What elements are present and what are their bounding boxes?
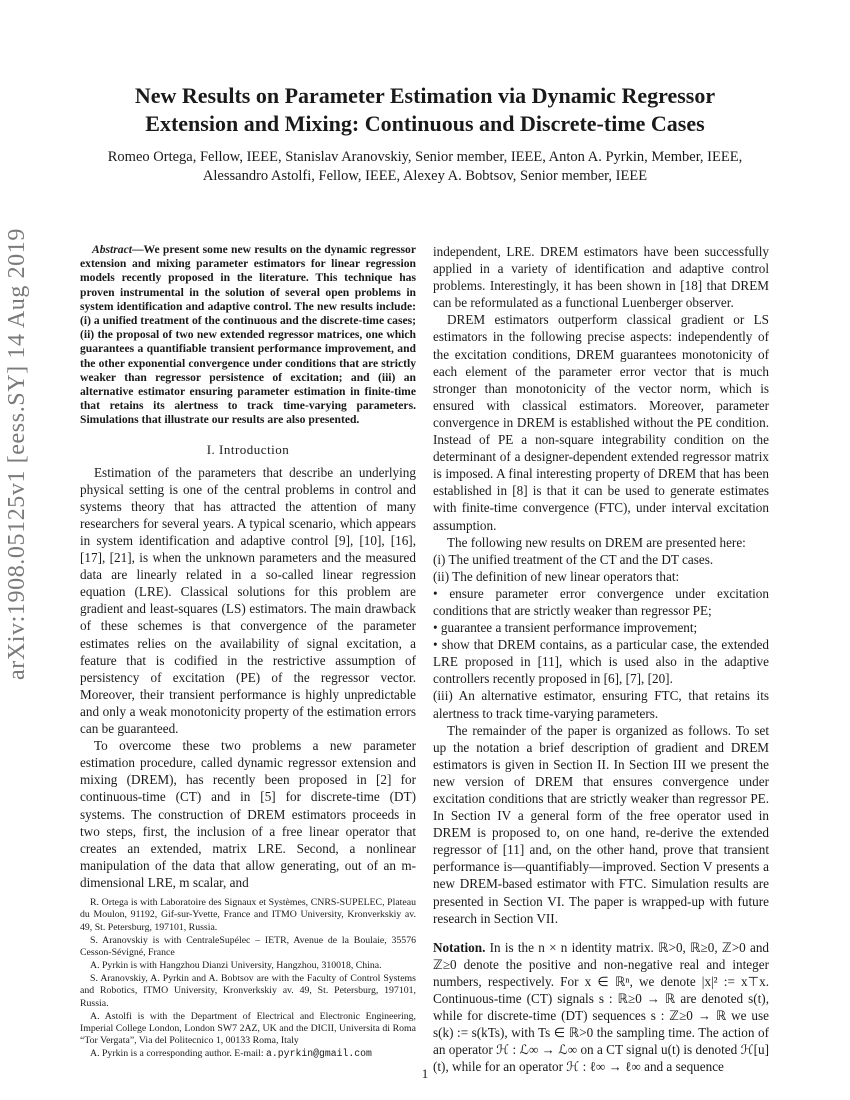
- right-paragraph-1: independent, LRE. DREM estimators have been successfully applied in a variety of identification and adaptive control problems. Interestingly, it has been shown in [18] that DREM can be reformulated as a functional Luenberger observer.: [433, 244, 769, 311]
- title-line-2: Extension and Mixing: Continuous and Discrete-time Cases: [145, 111, 705, 136]
- footnote-corresponding-prefix: A. Pyrkin is a corresponding author. E-mail:: [90, 1048, 267, 1060]
- author-list: [75, 148, 775, 186]
- title-line-1: New Results on Parameter Estimation via Dynamic Regressor: [134, 83, 716, 108]
- results-bullet-3: • show that DREM contains, as a particular case, the extended LRE proposed in [11], which is used also in the adaptive controllers recently proposed in [6], [7], [20].: [433, 637, 769, 687]
- author-email-link[interactable]: a.pyrkin@gmail.com: [266, 1048, 372, 1060]
- authors-line-2: Alessandro Astolfi, Fellow, IEEE, Alexey A. Bobtsov, Senior member, IEEE: [202, 168, 648, 184]
- introduction-body: [80, 464, 416, 891]
- notation-paragraph: [433, 939, 769, 1076]
- right-column: [433, 243, 769, 1076]
- intro-paragraph-2: To overcome these two problems a new parameter estimation procedure, called dynamic regressor extension and mixing (DREM), has recently been proposed in [2] for continuous-time (CT) and in [5] for discrete-time (DT) systems. The construction of DREM estimators proceeds in two steps, first, the inclusion of a free linear operator that creates an extended, matrix LRE. Second, a nonlinear manipulation of the data that allow generating, out of an m-dimensional LRE, m scalar, and: [80, 738, 416, 890]
- results-item-ii: (ii) The definition of new linear operators that:: [433, 568, 680, 584]
- footnote-pyrkin: A. Pyrkin is with Hangzhou Dianzi University, Hangzhou, 310018, China.: [90, 960, 382, 972]
- results-bullet-2: • guarantee a transient performance improvement;: [433, 620, 698, 636]
- abstract-lead: Abstract: [92, 243, 132, 256]
- right-paragraph-2: DREM estimators outperform classical gradient or LS estimators in the following precise aspects: independently of the excitation conditions, DREM guarantees monotonicity of each element of the parameter error vector that is much stronger than monotonicity of the vector norm, which is ensured with classical estimators. Moreover, parameter convergence in DREM is established without the PE condition. Instead of PE a non-square integrability condition on the determinant of a designer-dependent extended regressor matrix is imposed. A final interesting property of DREM that has been established in [8] is that it can be used to generate estimates with finite-time convergence (FTC), under interval excitation assumption.: [433, 312, 769, 533]
- footnote-ortega: R. Ortega is with Laboratoire des Signaux et Systèmes, CNRS-SUPELEC, Plateau du Moulon, 91192, Gif-sur-Yvette, France and ITMO University, Kronverkskiy av. 49, St. Petersburg, 197101, Russia.: [80, 896, 416, 933]
- footnotes: [80, 897, 416, 1061]
- notation-title: Notation.: [433, 939, 486, 955]
- authors-line-1: Romeo Ortega, Fellow, IEEE, Stanislav Aranovskiy, Senior member, IEEE, Anton A. Pyrkin, Member, IEEE,: [107, 149, 743, 165]
- results-bullet-1: • ensure parameter error convergence under excitation conditions that are strictly weaker than regressor PE;: [433, 585, 769, 618]
- left-column: [80, 243, 416, 1061]
- right-paragraph-3: The following new results on DREM are presented here:: [447, 534, 746, 550]
- paper-title: [90, 82, 760, 138]
- section-heading-introduction: I. Introduction: [206, 441, 290, 457]
- right-column-body: [433, 243, 769, 1076]
- footnote-astolfi: A. Astolfi is with the Department of Electrical and Electronic Engineering, Imperial College London, London SW7 2AZ, UK and the DICII, Universita di Roma “Tor Vergata”, Via del Politecnico 1, 00133 Roma, Italy: [80, 1010, 416, 1047]
- arxiv-side-watermark: arXiv:1908.05125v1 [eess.SY] 14 Aug 2019: [4, 228, 30, 680]
- results-item-iii: (iii) An alternative estimator, ensuring FTC, that retains its alertness to track time-varying parameters.: [433, 688, 769, 721]
- intro-paragraph-1: Estimation of the parameters that describe an underlying physical setting is one of the central problems in control and systems theory that has attracted the attention of many researchers for several years. A typical scenario, which appears in system identification and adaptive control [9], [10], [16], [17], [21], is when the unknown parameters and the measured data are linearly related in a so-called linear regression equation (LRE). Classical solutions for this problem are gradient and least-squares (LS) estimators. The main drawback of these schemes is that convergence of the parameter estimates relies on the availability of signal excitation, a feature that is codified in the restrictive assumption of persistency of excitation (PE) of the regressor vector. Moreover, their transient performance is highly unpredictable and only a weak monotonicity property of the estimation errors can be guaranteed.: [80, 464, 416, 737]
- abstract: [80, 243, 416, 428]
- footnote-itmo: S. Aranovskiy, A. Pyrkin and A. Bobtsov are with the Faculty of Control Systems and Robotics, ITMO University, Kronverkskiy av. 49, St. Petersburg, 197101, Russia.: [80, 972, 416, 1009]
- results-item-i: (i) The unified treatment of the CT and the DT cases.: [433, 551, 714, 567]
- abstract-text: —We present some new results on the dynamic regressor extension and mixing parameter estimators for linear regression models recently proposed in the literature. This technique has proven instrumental in the solution of several open problems in system identification and adaptive control. The new results include: (i) a unified treatment of the continuous and the discrete-time cases; (ii) the proposal of two new extended regressor matrices, one which guarantees a quantifiable transient performance improvement, and the other exponential convergence under conditions that are strictly weaker than regressor persistence of excitation; and (iii) an alternative estimator ensuring parameter estimation in finite-time that retains its alertness to track time-varying parameters. Simulations that illustrate our results are also presented.: [80, 243, 416, 427]
- footnote-aranovskiy: S. Aranovskiy is with CentraleSupélec – IETR, Avenue de la Boulaie, 35576 Cesson-Sévigné, France: [80, 934, 416, 959]
- page-number: 1: [421, 1066, 429, 1081]
- organization-paragraph: The remainder of the paper is organized as follows. To set up the notation a brief description of gradient and DREM estimators is given in Section II. In Section III we present the new version of DREM that ensures convergence under excitation conditions that are strictly weaker than regressor PE. In Section IV a general form of the free operator used in DREM is proposed to, on one hand, re-derive the extended regressor of [11] and, on the other hand, prove that transient performance is—quantifiably—improved. Section V presents a new DREM-based estimator with FTC. Simulation results are presented in Section VI. The paper is wrapped-up with future research in Section VII.: [433, 722, 769, 926]
- notation-text: In is the n × n identity matrix. ℝ>0, ℝ≥0, ℤ>0 and ℤ≥0 denote the positive and non-negative real and integer numbers, respectively. For x ∈ ℝⁿ, we denote |x|² := x⊤x. Continuous-time (CT) signals s : ℝ≥0 → ℝ are denoted s(t), while for discrete-time (DT) sequences s : ℤ≥0 → ℝ we use s(k) := s(kTs), with Ts ∈ ℝ>0 the sampling time. The action of an operator ℋ : ℒ∞ → ℒ∞ on a CT signal u(t) is denoted ℋ[u](t), while for an operator ℋ : ℓ∞ → ℓ∞ and a sequence: [433, 939, 770, 1075]
- footnote-corresponding-author: [80, 1048, 416, 1060]
